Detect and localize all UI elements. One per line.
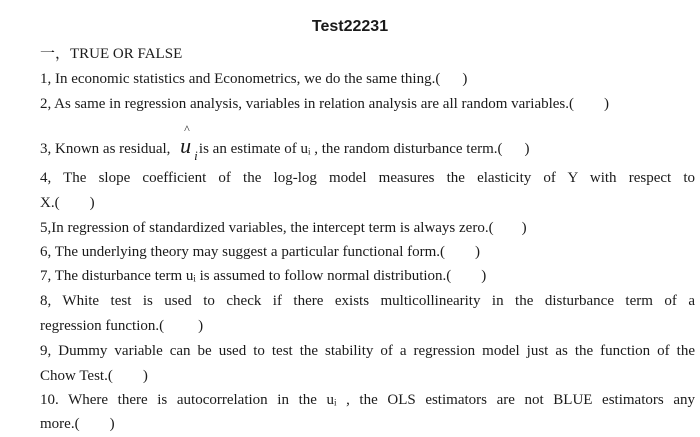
answer-blank-10[interactable]: ) xyxy=(109,416,115,432)
question-2 xyxy=(40,95,695,114)
answer-blank-3[interactable]: ) xyxy=(524,141,530,157)
answer-blank-8[interactable]: ) xyxy=(198,318,204,334)
residual-symbol: u ^ i xyxy=(180,122,198,163)
document-title: Test22231 xyxy=(311,18,389,35)
question-3-text-after: is an estimate of uᵢ , the random disturbance term.( xyxy=(198,141,503,157)
question-2-text: 2, As same in regression analysis, variables in relation analysis are all random variables.( xyxy=(40,96,575,112)
question-1 xyxy=(40,70,695,89)
question-6 xyxy=(40,243,695,262)
answer-blank-2[interactable]: ) xyxy=(604,96,610,112)
answer-blank-1[interactable]: ) xyxy=(462,71,468,87)
question-7 xyxy=(40,267,695,286)
question-1-text: 1, In economic statistics and Econometrics, we do the same thing.( xyxy=(40,71,441,87)
question-9-line-2: Chow Test.( ) xyxy=(40,368,148,384)
section-heading: 一，TRUE OR FALSE xyxy=(40,46,183,62)
question-3-text-before: 3, Known as residual, xyxy=(40,141,171,157)
question-7-text: 7, The disturbance term uᵢ is assumed to follow normal distribution.( xyxy=(40,268,452,284)
answer-blank-7[interactable]: ) xyxy=(481,268,487,284)
answer-blank-9[interactable]: ) xyxy=(142,368,148,384)
question-8-line-2: regression function.( ) xyxy=(40,318,204,334)
question-4-line-2: X.( ) xyxy=(40,195,95,211)
question-5-text: 5,In regression of standardized variables, the intercept term is always zero.( xyxy=(40,220,494,236)
question-4-line-1: 4, The slope coefficient of the log-log model measures the elasticity of Y with respect to xyxy=(40,170,695,186)
answer-blank-6[interactable]: ) xyxy=(475,244,481,260)
question-5 xyxy=(40,219,695,238)
question-10-line-2: more.( ) xyxy=(40,416,115,432)
question-3 xyxy=(40,122,695,163)
question-10-line-1: 10. Where there is autocorrelation in the uᵢ , the OLS estimators are not BLUE estimators any xyxy=(40,392,695,408)
question-6-text: 6, The underlying theory may suggest a particular functional form.( xyxy=(40,244,446,260)
question-9-line-1: 9, Dummy variable can be used to test the stability of a regression model just as the function of the xyxy=(40,343,695,359)
answer-blank-5[interactable]: ) xyxy=(521,220,527,236)
answer-blank-4[interactable]: ) xyxy=(89,195,95,211)
question-8-line-1: 8, White test is used to check if there exists multicollinearity in the disturbance term of a xyxy=(40,293,695,309)
